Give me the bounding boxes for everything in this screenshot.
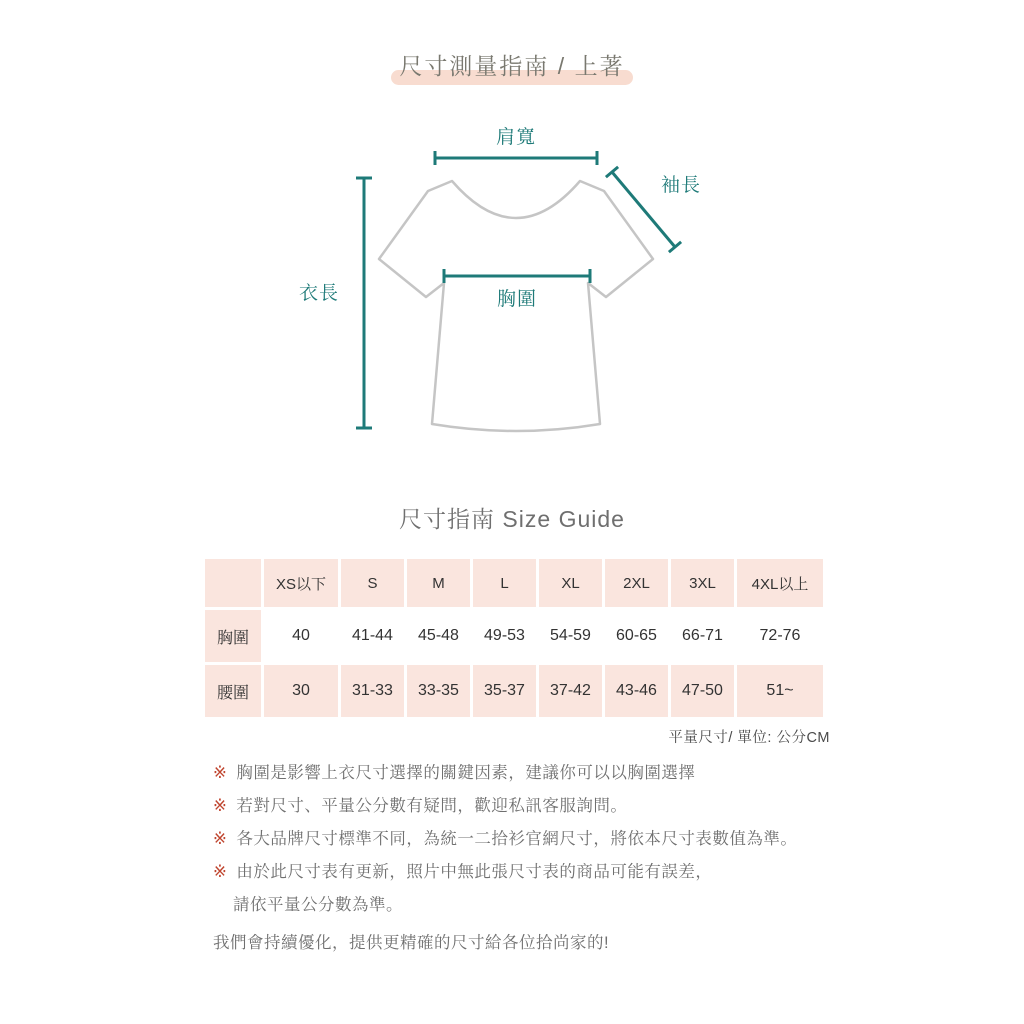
size-column-header: 2XL: [605, 559, 668, 607]
note-text: 由於此尺寸表有更新，照片中無此張尺寸表的商品可能有誤差，: [236, 863, 713, 881]
notes-section: [213, 757, 863, 960]
chest-label: 胸圍: [496, 289, 537, 310]
waist-value: 47-50: [671, 665, 734, 717]
page-title-text: 尺寸測量指南 / 上著: [399, 53, 625, 79]
size-table-header-row: [205, 559, 823, 607]
note-line: [213, 856, 863, 889]
waist-row-label: 腰圍: [205, 665, 261, 717]
note-footer-line: [213, 927, 863, 960]
waist-value: 37-42: [539, 665, 602, 717]
size-column-header: L: [473, 559, 536, 607]
sleeve-length-label: 袖長: [660, 175, 701, 196]
note-text: 我們會持續優化，提供更精確的尺寸給各位拾尚家的!: [213, 934, 610, 952]
chest-row-label: 胸圍: [205, 610, 261, 662]
note-marker: ※: [213, 863, 228, 881]
chest-value: 41-44: [341, 610, 404, 662]
page-title: [0, 50, 1024, 82]
garment-length-label: 衣長: [298, 283, 339, 304]
unit-note: 平量尺寸/ 單位: 公分CM: [668, 730, 830, 746]
chest-value: 66-71: [671, 610, 734, 662]
size-column-header: XL: [539, 559, 602, 607]
waist-value: 43-46: [605, 665, 668, 717]
note-text: 若對尺寸、平量公分數有疑問，歡迎私訊客服詢問。: [236, 797, 628, 815]
chest-row: [205, 610, 823, 662]
note-line-continuation: [213, 889, 863, 922]
chest-value: 54-59: [539, 610, 602, 662]
note-text: 請依平量公分數為準。: [233, 896, 403, 914]
waist-value: 30: [264, 665, 338, 717]
waist-value: 33-35: [407, 665, 470, 717]
waist-value: 35-37: [473, 665, 536, 717]
note-text: 各大品牌尺寸標準不同，為統一二拾衫官網尺寸，將依本尺寸表數值為準。: [236, 830, 798, 848]
size-column-header: XS以下: [264, 559, 338, 607]
note-marker: ※: [213, 764, 228, 782]
chest-value: 72-76: [737, 610, 823, 662]
chest-value: 40: [264, 610, 338, 662]
shoulder-width-label: 肩寬: [495, 127, 536, 148]
size-column-header: M: [407, 559, 470, 607]
waist-value: 31-33: [341, 665, 404, 717]
size-column-header: 4XL以上: [737, 559, 823, 607]
page-title-highlight: [394, 50, 629, 82]
note-marker: ※: [213, 797, 228, 815]
waist-row: [205, 665, 823, 717]
size-column-header: 3XL: [671, 559, 734, 607]
shoulder-width-line: [435, 151, 597, 165]
size-column-header: S: [341, 559, 404, 607]
note-line: [213, 790, 863, 823]
note-line: [213, 823, 863, 856]
note-text: 胸圍是影響上衣尺寸選擇的關鍵因素，建議你可以以胸圍選擇: [236, 764, 696, 782]
note-line: [213, 757, 863, 790]
chest-value: 45-48: [407, 610, 470, 662]
waist-value: 51~: [737, 665, 823, 717]
chest-value: 60-65: [605, 610, 668, 662]
chest-value: 49-53: [473, 610, 536, 662]
size-table: [202, 556, 826, 720]
size-guide-title: 尺寸指南 Size Guide: [399, 506, 625, 532]
size-table-corner-cell: [205, 559, 261, 607]
note-marker: ※: [213, 830, 228, 848]
